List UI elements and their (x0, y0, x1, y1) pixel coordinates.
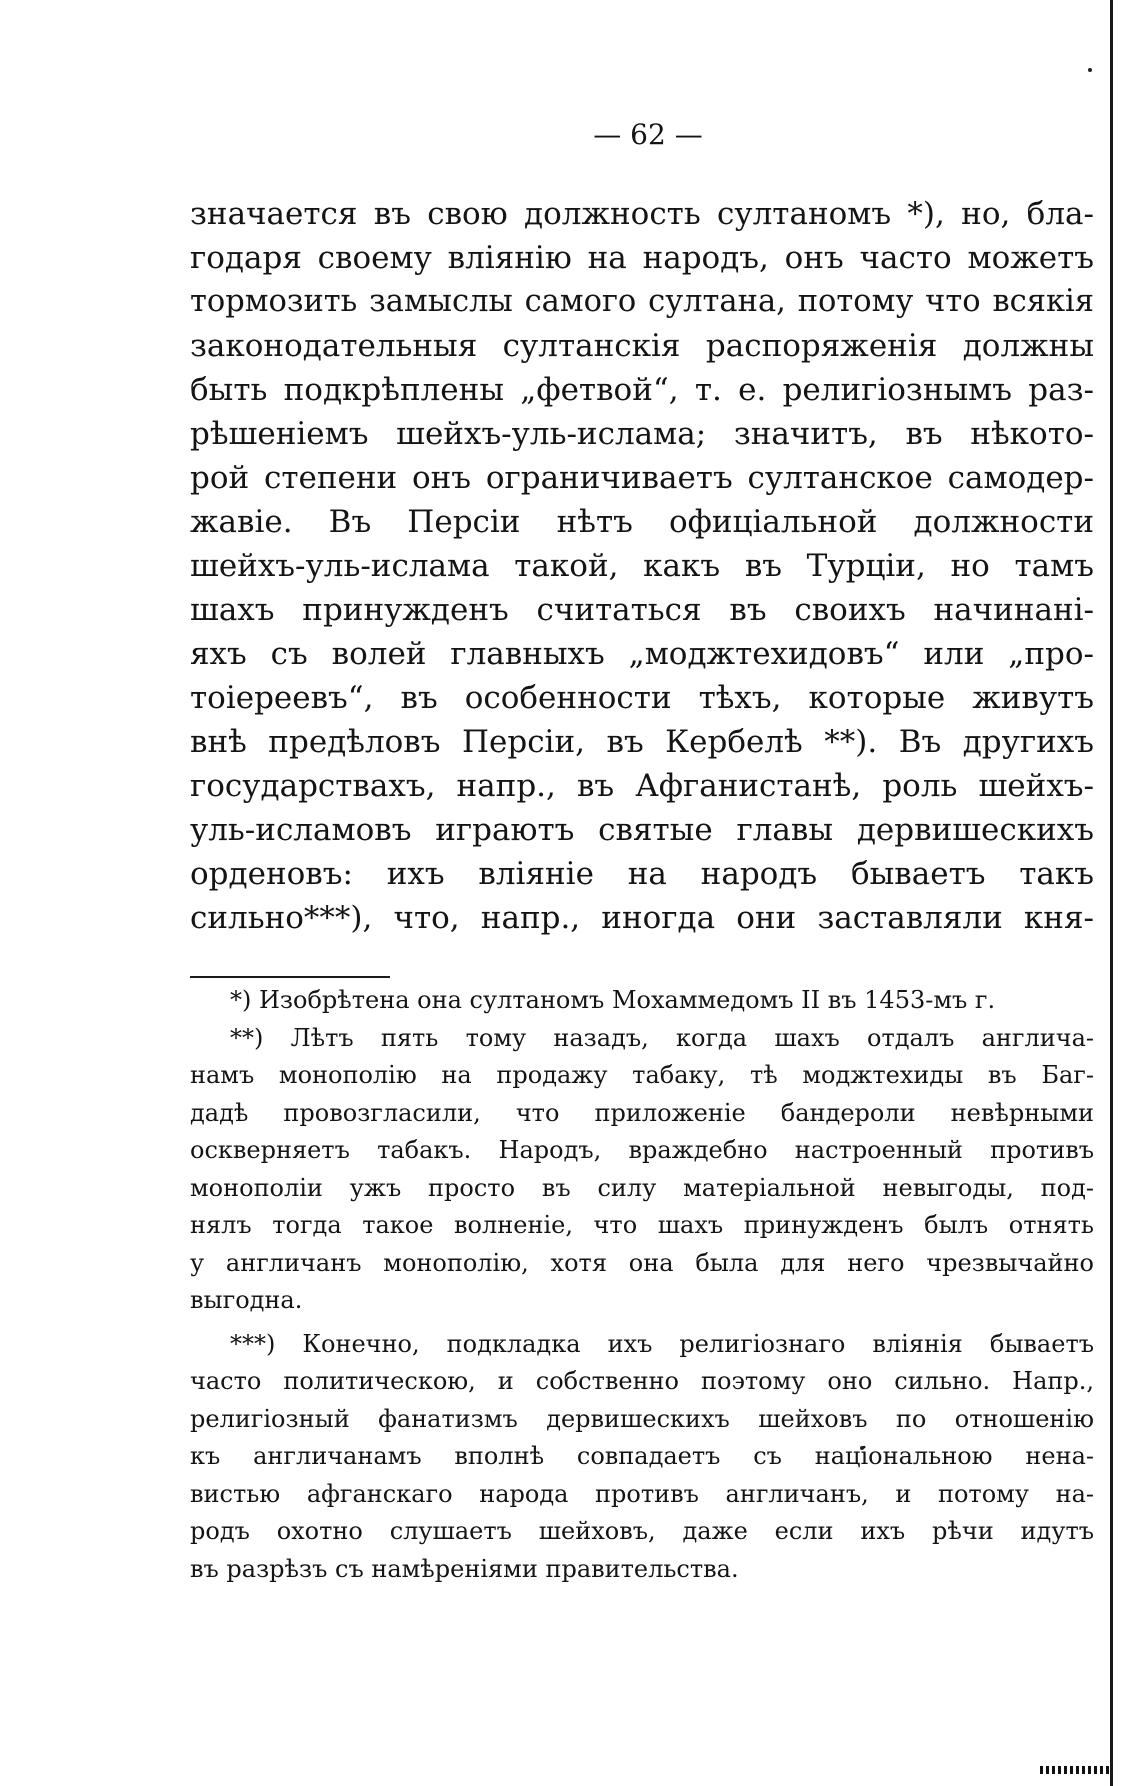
text-line: тоіереевъ“, въ особенности тѣхъ, которые живутъ (190, 680, 1094, 716)
footnote-line: нялъ тогда такое волненіе, что шахъ принужденъ былъ отнять (190, 1211, 1094, 1239)
footnote-line: у англичанъ монополію, хотя она была для него чрезвычайно (190, 1248, 1094, 1277)
footnote-line: къ англичанамъ вполнѣ совпадаетъ съ національною нена- (190, 1442, 1094, 1470)
footnote-line: вистью афганскаго народа противъ англичанъ, и потому на- (190, 1479, 1094, 1508)
text-line: быть подкрѣплены „фетвой“, т. е. религіознымъ раз- (190, 372, 1094, 408)
text-line: яхъ съ волей главныхъ „моджтехидовъ“ или „про- (190, 636, 1094, 672)
text-line: жавіе. Въ Персіи нѣтъ офиціальной должности (190, 504, 1094, 540)
text-line: шейхъ-уль-ислама такой, какъ въ Турціи, но тамъ (190, 548, 1094, 584)
footnote-line: въ разрѣзъ съ намѣреніями правительства. (190, 1554, 739, 1583)
footnote-line: монополіи ужъ просто въ силу матеріальной невыгоды, под- (190, 1173, 1094, 1202)
footnote-divider (190, 976, 390, 978)
text-line: рѣшеніемъ шейхъ-уль-ислама; значитъ, въ нѣкото- (190, 416, 1094, 452)
text-line: уль-исламовъ играютъ святые главы дервишескихъ (190, 812, 1094, 848)
text-line: орденовъ: ихъ вліяніе на народъ бываетъ такъ (190, 856, 1094, 892)
footnote-1 (190, 982, 1094, 1020)
page-number: — 62 — (593, 118, 703, 151)
footnote-line: намъ монополію на продажу табаку, тѣ моджтехиды въ Баг- (190, 1061, 1094, 1089)
text-line: годаря своему вліянію на народъ, онъ часто можетъ (190, 240, 1094, 276)
footnote-line: родъ охотно слушаетъ шейховъ, даже если ихъ рѣчи идутъ (190, 1517, 1094, 1545)
main-text (190, 192, 1094, 940)
footnote-line: **) Лѣтъ пять тому назадъ, когда шахъ отдалъ англича- (230, 1023, 1094, 1052)
text-line: значается въ свою должность султаномъ *), но, бла- (190, 196, 1094, 232)
text-line: шахъ принужденъ считаться въ своихъ начинані- (190, 592, 1094, 628)
text-line: внѣ предѣловъ Персіи, въ Кербелѣ **). Въ другихъ (190, 724, 1094, 760)
text-line: законодательныя султанскія распоряженія должны (190, 328, 1094, 364)
text-line: рой степени онъ ограничиваетъ султанское самодер- (190, 460, 1094, 496)
footnotes (190, 982, 1094, 1588)
page-edge-line (1110, 0, 1113, 1786)
footnote-line: оскверняетъ табакъ. Народъ, враждебно настроенный противъ (190, 1136, 1094, 1164)
footnote-line: *) Изобрѣтена она султаномъ Мохаммедомъ II въ 1453-мъ г. (230, 986, 996, 1014)
footnote-3 (190, 1326, 1094, 1589)
footnote-2 (190, 1020, 1094, 1320)
footnote-line: религіозный фанатизмъ дервишескихъ шейховъ по отношенію (190, 1404, 1094, 1433)
footnote-line: дадѣ провозгласили, что приложеніе бандероли невѣрными (190, 1098, 1094, 1127)
scan-speck (1088, 68, 1092, 72)
footnote-line: выгодна. (190, 1286, 303, 1314)
scan-edge-mark (1040, 1766, 1110, 1774)
footnote-line: ***) Конечно, подкладка ихъ религіознаго вліянія бываетъ (230, 1329, 1094, 1358)
footnote-line: часто политическою, и собственно поэтому оно сильно. Напр., (190, 1367, 1094, 1395)
text-line: сильно***), что, напр., иногда они заставляли кня- (190, 900, 1094, 936)
text-line: государствахъ, напр., въ Афганистанѣ, роль шейхъ- (190, 768, 1094, 804)
text-line: тормозить замыслы самого султана, потому что всякія (190, 284, 1094, 319)
